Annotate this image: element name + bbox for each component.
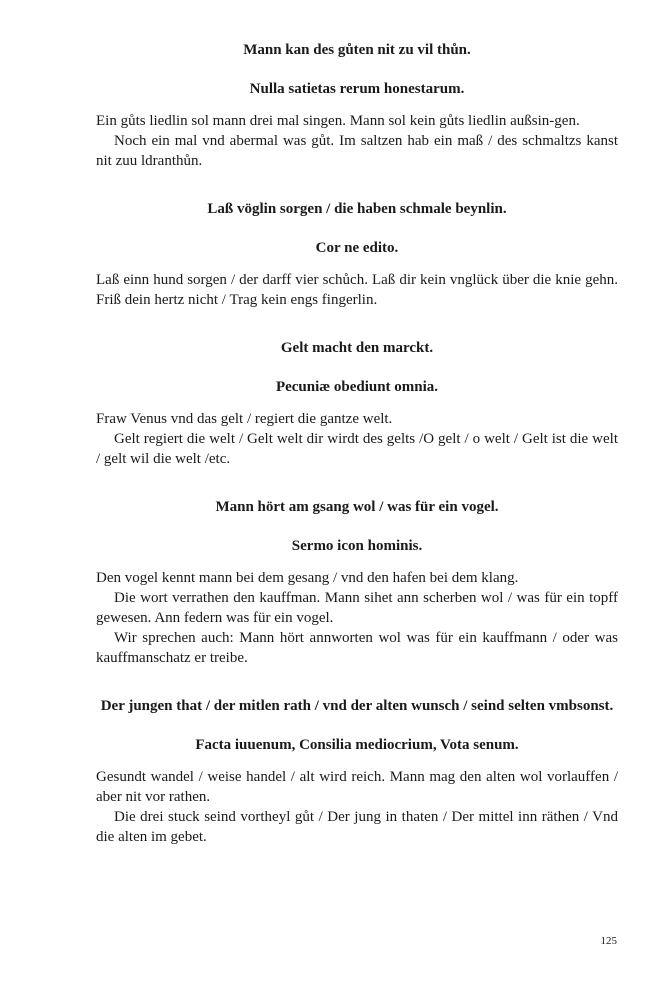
latin-heading: Facta iuuenum, Consilia mediocrium, Vota senum. xyxy=(195,737,519,753)
page-body xyxy=(96,40,618,875)
proverb-heading: Mann kan des gůten nit zu vil thůn. xyxy=(243,42,471,58)
proverb-entry xyxy=(96,338,618,469)
commentary-paragraph: Gelt regiert die welt / Gelt welt dir wirdt des gelts /O gelt / o welt / Gelt ist die welt / gelt wil die welt /etc. xyxy=(96,431,618,467)
commentary-paragraph: Wir sprechen auch: Mann hört annworten wol was für ein kauffmann / oder was kauffmanschatz er treibe. xyxy=(96,630,618,666)
proverb-entry xyxy=(96,497,618,668)
commentary-paragraph: Noch ein mal vnd abermal was gůt. Im saltzen hab ein maß / des schmaltzs kanst nit zuu ldranthůn. xyxy=(96,133,618,169)
commentary-paragraph: Gesundt wandel / weise handel / alt wird reich. Mann mag den alten wol vorlauffen / aber nit vor rathen. xyxy=(96,769,618,805)
proverb-heading: Mann hört am gsang wol / was für ein vogel. xyxy=(215,499,499,515)
commentary-paragraph: Die drei stuck seind vortheyl gůt / Der jung in thaten / Der mittel inn räthen / Vnd die alten im gebet. xyxy=(96,809,618,845)
latin-heading: Pecuniæ obediunt omnia. xyxy=(275,379,439,395)
proverb-heading: Gelt macht den marckt. xyxy=(280,340,434,356)
commentary-paragraph: Den vogel kennt mann bei dem gesang / vnd den hafen bei dem klang. xyxy=(96,570,519,586)
latin-heading: Cor ne edito. xyxy=(315,240,399,256)
commentary-paragraph: Fraw Venus vnd das gelt / regiert die gantze welt. xyxy=(96,411,393,427)
proverb-entry xyxy=(96,199,618,310)
proverb-heading: Laß vöglin sorgen / die haben schmale beynlin. xyxy=(207,201,507,217)
commentary-paragraph: Ein gůts liedlin sol mann drei mal singen. Mann sol kein gůts liedlin außsin-gen. xyxy=(96,113,580,129)
page-number: 125 xyxy=(600,935,617,947)
latin-heading: Nulla satietas rerum honestarum. xyxy=(249,81,465,97)
proverb-entry xyxy=(96,696,618,847)
proverb-entry xyxy=(96,40,618,171)
commentary-paragraph: Laß einn hund sorgen / der darff vier schůch. Laß dir kein vnglück über die knie gehn. Friß dein hertz nicht / Trag kein engs fingerlin. xyxy=(96,272,618,308)
commentary-paragraph: Die wort verrathen den kauffman. Mann sihet ann scherben wol / was für ein topff gewesen. Ann federn was für ein vogel. xyxy=(96,590,618,626)
latin-heading: Sermo icon hominis. xyxy=(291,538,423,554)
proverb-heading: Der jungen that / der mitlen rath / vnd der alten wunsch / seind selten vmbsonst. xyxy=(100,698,614,714)
